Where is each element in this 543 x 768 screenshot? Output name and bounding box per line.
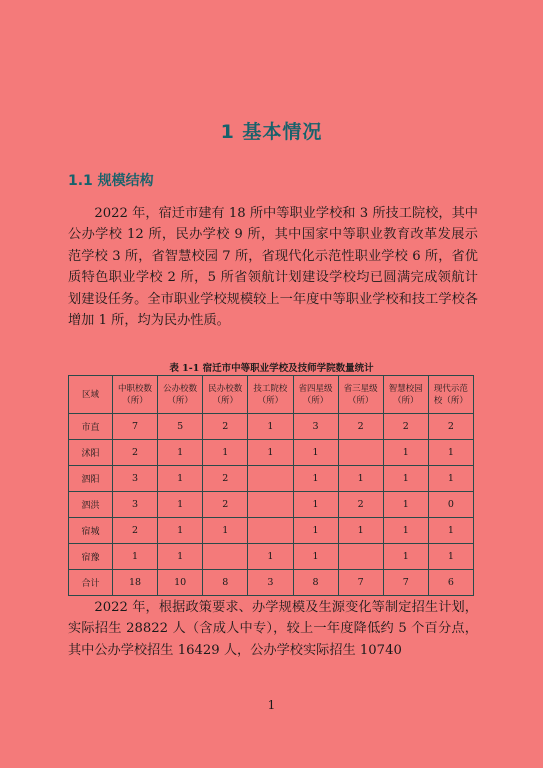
table-cell: 1: [158, 466, 203, 492]
table-header-row: [69, 376, 474, 414]
table-cell: 2: [203, 466, 248, 492]
table-total-row: [69, 570, 474, 596]
table-cell: 泗洪: [69, 492, 113, 518]
table-cell: 1: [428, 518, 473, 544]
table-cell: 宿豫: [69, 544, 113, 570]
page-number: 1: [267, 698, 276, 712]
table-cell: 1: [338, 518, 383, 544]
table-cell: 7: [383, 570, 428, 596]
table-caption: 表 1-1 宿迁市中等职业学校及技师学院数量统计: [169, 363, 374, 374]
table-cell: 市直: [69, 414, 113, 440]
table-cell: 1: [383, 492, 428, 518]
table-row: [69, 492, 474, 518]
table-row: [69, 414, 474, 440]
table-cell: 18: [113, 570, 158, 596]
header-cell: 中职校数（所）: [113, 376, 158, 414]
table-cell: 1: [293, 440, 338, 466]
table-cell: 1: [293, 466, 338, 492]
table-cell: [248, 466, 293, 492]
table-cell: 宿城: [69, 518, 113, 544]
table-cell: 1: [203, 518, 248, 544]
table-cell: [203, 544, 248, 570]
table-cell: [338, 544, 383, 570]
table-cell: 1: [428, 544, 473, 570]
table-cell: 1: [248, 414, 293, 440]
table-cell: 2: [338, 492, 383, 518]
table-cell: 1: [293, 544, 338, 570]
table-cell: 1: [383, 466, 428, 492]
table-cell: 1: [293, 518, 338, 544]
table-cell: 1: [428, 466, 473, 492]
header-cell: 技工院校（所）: [248, 376, 293, 414]
table-cell: 2: [203, 492, 248, 518]
table-cell: 8: [203, 570, 248, 596]
table-cell: 1: [383, 440, 428, 466]
header-cell: 省三星级（所）: [338, 376, 383, 414]
table-cell: 3: [248, 570, 293, 596]
table-cell: 8: [293, 570, 338, 596]
table-cell: 2: [203, 414, 248, 440]
table-cell: 10: [158, 570, 203, 596]
header-cell: 智慧校园（所）: [383, 376, 428, 414]
table-cell: 合计: [69, 570, 113, 596]
table-row: [69, 466, 474, 492]
table-cell: 2: [113, 440, 158, 466]
table-cell: 泗阳: [69, 466, 113, 492]
table-cell: [338, 440, 383, 466]
table-cell: 3: [113, 466, 158, 492]
header-cell: 公办校数（所）: [158, 376, 203, 414]
table-cell: 1: [158, 544, 203, 570]
table-cell: 1: [383, 518, 428, 544]
table-cell: 1: [248, 544, 293, 570]
header-cell: 省四星级（所）: [293, 376, 338, 414]
table-cell: 2: [113, 518, 158, 544]
table-cell: 3: [113, 492, 158, 518]
table-cell: 2: [383, 414, 428, 440]
body-paragraph: 2022 年，根据政策要求、办学规模及生源变化等制定招生计划，实际招生 28822 人（含成人中专），较上一年度降低约 5 个百分点，其中公办学校招生 16429 人，公办学校实际招生 10740: [68, 600, 478, 658]
header-cell: 区域: [69, 376, 113, 414]
table-cell: 沭阳: [69, 440, 113, 466]
table-row: [69, 518, 474, 544]
table-cell: 6: [428, 570, 473, 596]
table-cell: 1: [158, 518, 203, 544]
table-cell: 2: [338, 414, 383, 440]
table-cell: 1: [428, 440, 473, 466]
school-stats-table: [68, 375, 474, 596]
header-cell: 现代示范校（所）: [428, 376, 473, 414]
body-paragraph: 2022 年，宿迁市建有 18 所中等职业学校和 3 所技工院校，其中公办学校 12 所，民办学校 9 所，其中国家中等职业教育改革发展示范学校 3 所，省智慧校园 7 所，省现代化示范性职业学校 6 所，省优质特色职业学校 2 所，5 所省领航计划建设学校均已圆满完成领航计划建设任务。全市职业学校规模较上一年度中等职业学校和技工学校各增加 1 所，均为民办性质。: [68, 206, 478, 329]
table-cell: 0: [428, 492, 473, 518]
table-cell: 1: [248, 440, 293, 466]
table-cell: 1: [158, 492, 203, 518]
table-cell: 7: [338, 570, 383, 596]
table-cell: 1: [338, 466, 383, 492]
subsection-heading: 1.1 规模结构: [68, 173, 154, 189]
table-cell: [248, 518, 293, 544]
table-cell: 2: [428, 414, 473, 440]
table-cell: 1: [383, 544, 428, 570]
table-row: [69, 544, 474, 570]
section-heading: 1 基本情况: [220, 121, 323, 143]
table-cell: 1: [158, 440, 203, 466]
table-cell: 1: [293, 492, 338, 518]
table-cell: 1: [203, 440, 248, 466]
header-cell: 民办校数（所）: [203, 376, 248, 414]
table-cell: 3: [293, 414, 338, 440]
table-cell: 1: [113, 544, 158, 570]
table-cell: 7: [113, 414, 158, 440]
table-row: [69, 440, 474, 466]
table-cell: 5: [158, 414, 203, 440]
table-cell: [248, 492, 293, 518]
